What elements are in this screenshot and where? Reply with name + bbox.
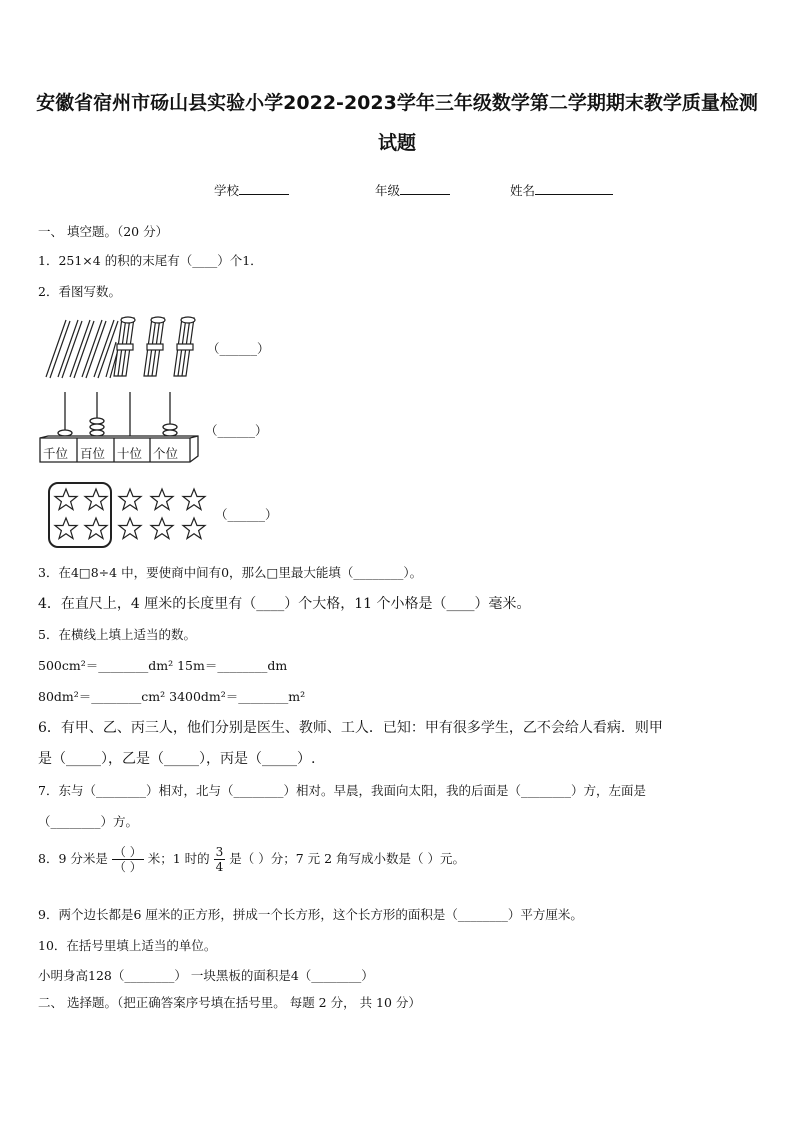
school-label: 学校 xyxy=(214,183,240,198)
question-8 xyxy=(38,845,465,874)
question-7-line-1: 7．东与（________）相对，北与（________）相对。早晨，我面向太阳，我的后面是（________）方，左面是 xyxy=(38,783,646,798)
fraction-blank-numerator[interactable]: （ ） xyxy=(113,845,142,859)
question-5-row-2: 80dm²＝________cm² 3400dm²＝________m² xyxy=(38,689,306,704)
name-label: 姓名 xyxy=(510,183,536,198)
question-5-row-1: 500cm²＝________dm² 15m＝________dm xyxy=(38,658,288,673)
counting-sticks-figure xyxy=(36,312,216,382)
page-title-line2: 试题 xyxy=(377,132,416,154)
question-1: 1．251×4 的积的末尾有（____）个1． xyxy=(38,253,263,268)
grade-label: 年级 xyxy=(375,183,401,198)
stars-figure xyxy=(46,480,216,550)
question-2: 2．看图写数。 xyxy=(38,284,121,299)
question-2-blank-3[interactable]: （______） xyxy=(215,507,278,522)
name-field xyxy=(510,181,613,199)
question-7-line-2: （________）方。 xyxy=(38,814,139,829)
question-8-prefix: 8．9 分米是 xyxy=(38,851,108,866)
question-2-blank-2[interactable]: （______） xyxy=(205,423,268,438)
question-9: 9．两个边长都是6 厘米的正方形，拼成一个长方形，这个长方形的面积是（________）平方厘米。 xyxy=(38,907,583,922)
question-10-row: 小明身高128（________） 一块黑板的面积是4（________） xyxy=(38,968,374,983)
name-blank xyxy=(535,181,613,195)
grade-field xyxy=(375,181,450,199)
question-3: 3．在4□8÷4 中，要使商中间有0，那么□里最大能填（________）。 xyxy=(38,565,423,580)
question-8-fraction xyxy=(214,845,226,874)
question-4: 4．在直尺上，4 厘米的长度里有（____）个大格，11 个小格是（____）毫米。 xyxy=(38,596,531,612)
section2-heading: 二、 选择题。（把正确答案序号填在括号里。 每题 2 分， 共 10 分） xyxy=(38,995,421,1010)
section1-heading: 一、 填空题。（20 分） xyxy=(38,224,169,239)
fraction-blank-denominator[interactable]: （ ） xyxy=(113,860,142,874)
fraction-denominator: 4 xyxy=(215,860,224,874)
question-10: 10．在括号里填上适当的单位。 xyxy=(38,938,217,953)
school-blank xyxy=(239,181,289,195)
school-field xyxy=(214,181,289,199)
abacus-label-hundreds: 百位 xyxy=(80,446,106,461)
question-8-suffix: 是（ ）分；7 元 2 角写成小数是（ ）元。 xyxy=(229,851,466,866)
fraction-numerator: 3 xyxy=(215,845,224,859)
abacus-label-thousands: 千位 xyxy=(43,446,69,461)
question-2-blank-1[interactable]: （______） xyxy=(207,341,270,356)
question-5: 5．在横线上填上适当的数。 xyxy=(38,627,196,642)
question-8-fraction-blank[interactable] xyxy=(112,845,144,874)
page-title-line1: 安徽省宿州市砀山县实验小学2022-2023学年三年级数学第二学期期末教学质量检测 xyxy=(36,92,758,114)
question-6-line-2: 是（_____），乙是（_____），丙是（_____）. xyxy=(38,751,316,767)
question-6-line-1: 6．有甲、乙、丙三人，他们分别是医生、教师、工人．已知：甲有很多学生，乙不会给人看病．则甲 xyxy=(38,720,663,736)
abacus-label-ones: 个位 xyxy=(153,446,179,461)
abacus-label-tens: 十位 xyxy=(117,446,143,461)
grade-blank xyxy=(400,181,450,195)
question-8-mid: 米；1 时的 xyxy=(147,851,210,866)
